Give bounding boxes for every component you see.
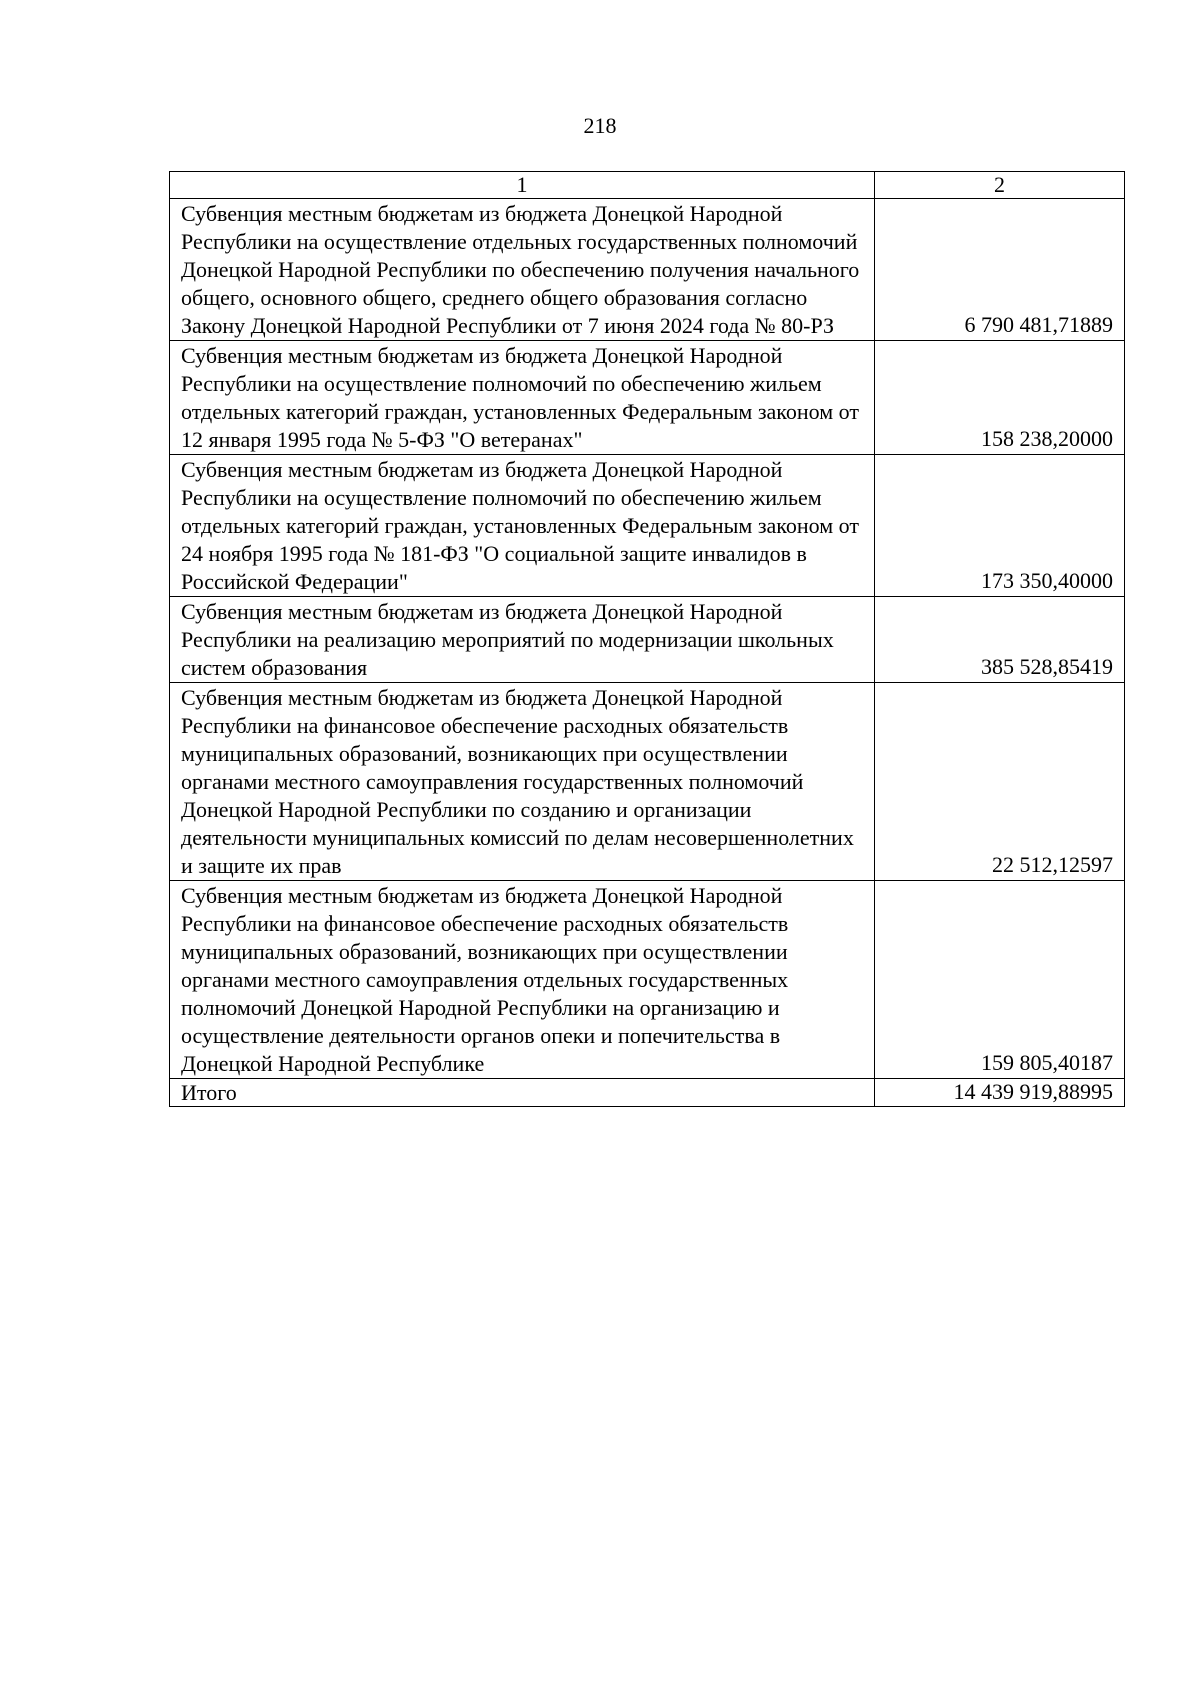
page-number: 218	[583, 113, 617, 138]
row-amount: 173 350,40000	[875, 455, 1125, 597]
row-amount: 159 805,40187	[875, 881, 1125, 1079]
table-row	[170, 597, 1125, 683]
table-row	[170, 683, 1125, 881]
row-description: Субвенция местным бюджетам из бюджета Донецкой Народной Республики на осуществление полномочий по обеспечению жильем отдельных категорий граждан, установленных Федеральным законом от 12 января 1995 года № 5-ФЗ "О ветеранах"	[170, 341, 875, 455]
table-header-row	[170, 172, 1125, 199]
row-amount: 158 238,20000	[875, 341, 1125, 455]
row-description: Субвенция местным бюджетам из бюджета Донецкой Народной Республики на финансовое обеспечение расходных обязательств муниципальных образований, возникающих при осуществлении органами местного самоуправления государственных полномочий Донецкой Народной Республики по созданию и организации деятельности муниципальных комиссий по делам несовершеннолетних и защите их прав	[170, 683, 875, 881]
subvention-table	[169, 171, 1125, 1107]
column-header-2: 2	[875, 172, 1125, 199]
row-description: Субвенция местным бюджетам из бюджета Донецкой Народной Республики на финансовое обеспечение расходных обязательств муниципальных образований, возникающих при осуществлении органами местного самоуправления отдельных государственных полномочий Донецкой Народной Республики на организацию и осуществление деятельности органов опеки и попечительства в Донецкой Народной Республике	[170, 881, 875, 1079]
table-row	[170, 199, 1125, 341]
column-header-1: 1	[170, 172, 875, 199]
total-label: Итого	[170, 1079, 875, 1107]
row-description: Субвенция местным бюджетам из бюджета Донецкой Народной Республики на реализацию мероприятий по модернизации школьных систем образования	[170, 597, 875, 683]
row-amount: 6 790 481,71889	[875, 199, 1125, 341]
total-amount: 14 439 919,88995	[875, 1079, 1125, 1107]
row-amount: 385 528,85419	[875, 597, 1125, 683]
row-amount: 22 512,12597	[875, 683, 1125, 881]
row-description: Субвенция местным бюджетам из бюджета Донецкой Народной Республики на осуществление полномочий по обеспечению жильем отдельных категорий граждан, установленных Федеральным законом от 24 ноября 1995 года № 181-ФЗ "О социальной защите инвалидов в Российской Федерации"	[170, 455, 875, 597]
total-row	[170, 1079, 1125, 1107]
row-description: Субвенция местным бюджетам из бюджета Донецкой Народной Республики на осуществление отдельных государственных полномочий Донецкой Народной Республики по обеспечению получения начального общего, основного общего, среднего общего образования согласно Закону Донецкой Народной Республики от 7 июня 2024 года № 80-РЗ	[170, 199, 875, 341]
table-row	[170, 341, 1125, 455]
table-row	[170, 881, 1125, 1079]
table-row	[170, 455, 1125, 597]
